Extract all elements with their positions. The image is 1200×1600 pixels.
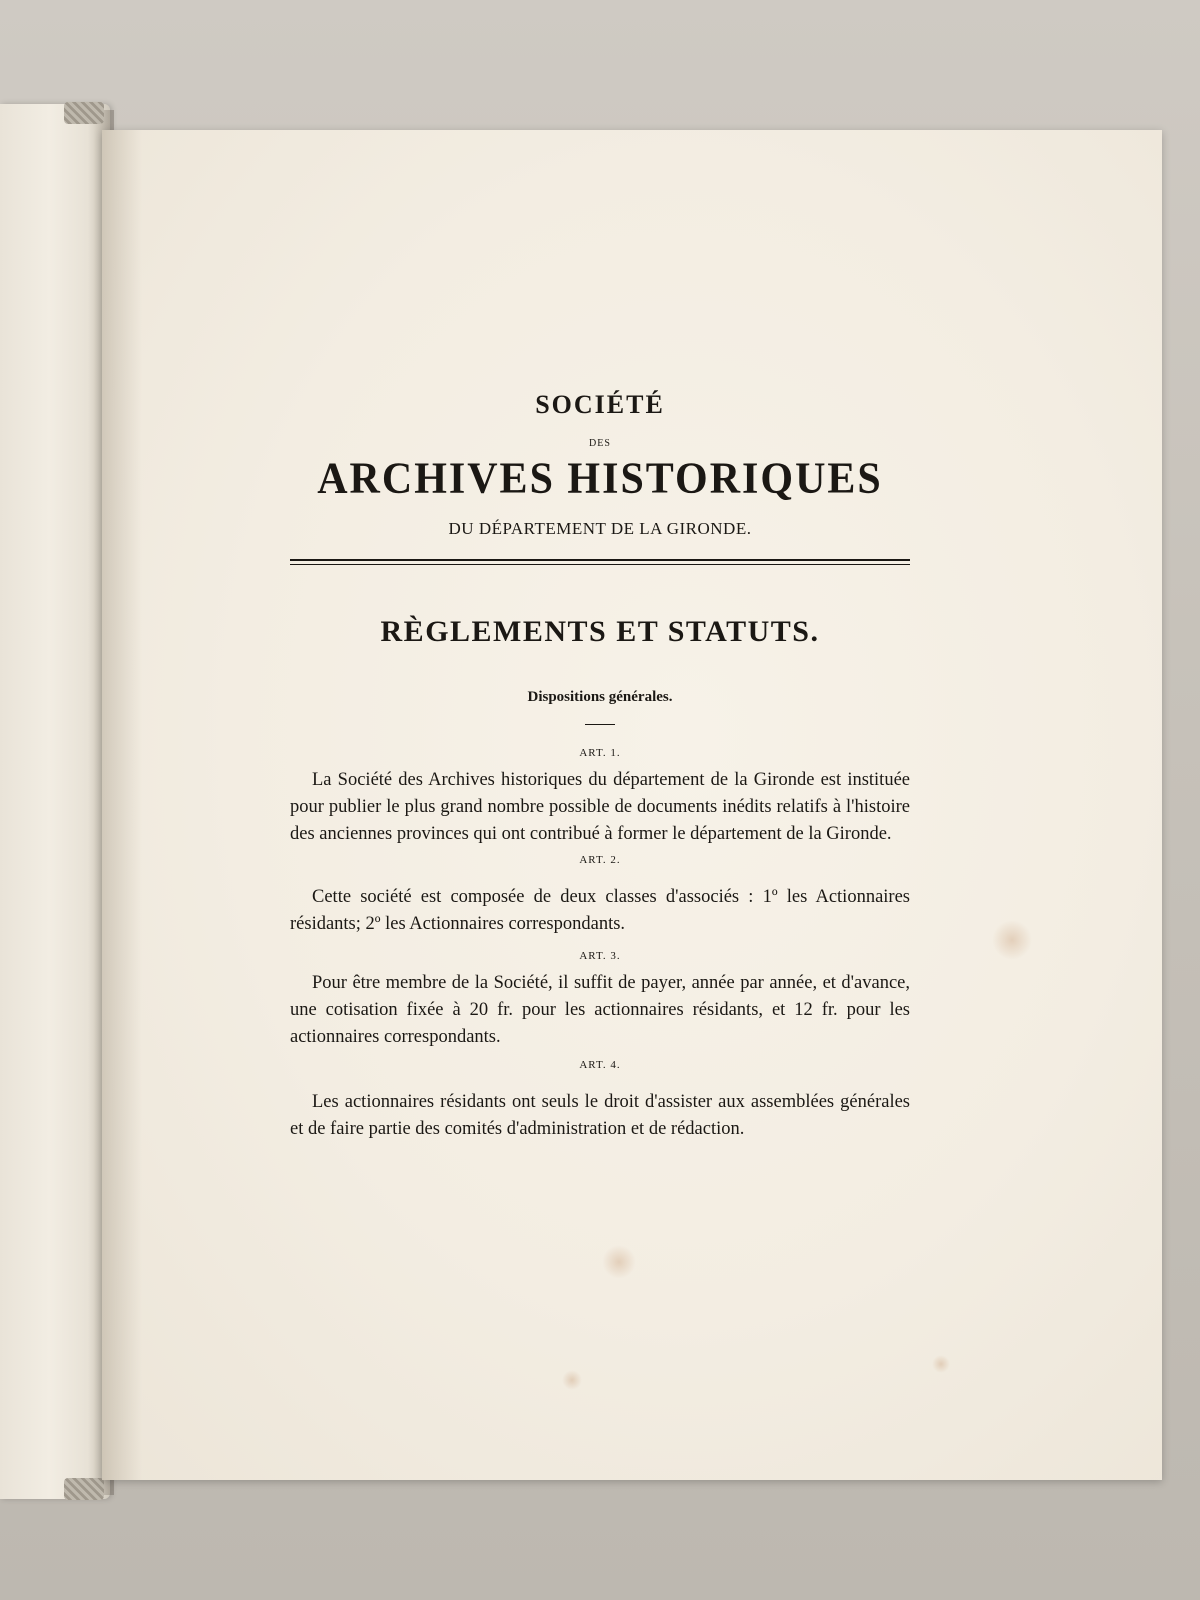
page-subtitle: DU DÉPARTEMENT DE LA GIRONDE. [448, 519, 752, 538]
article-label: ART. 1. [579, 747, 621, 759]
foxing-spot [932, 1355, 950, 1373]
article [290, 747, 910, 848]
heading-des: DES [589, 438, 611, 449]
foxing-spot [562, 1370, 582, 1390]
page-title: ARCHIVES HISTORIQUES [317, 454, 883, 504]
article-label: ART. 4. [579, 1059, 621, 1071]
double-rule-divider [290, 559, 910, 565]
article [290, 854, 910, 938]
article [290, 950, 910, 1051]
article-text: Cette société est composée de deux classes d'associés : 1º les Actionnaires résidants; 2º les Actionnaires correspondants. [290, 887, 910, 934]
article-label: ART. 2. [579, 854, 621, 866]
short-rule-divider [585, 724, 615, 725]
heading-societe: SOCIÉTÉ [535, 390, 665, 419]
article [290, 1059, 910, 1143]
article-text: Les actionnaires résidants ont seuls le droit d'assister aux assemblées générales et de faire partie des comités d'administration et de rédaction. [290, 1092, 910, 1139]
article-text: Pour être membre de la Société, il suffit de payer, année par année, et d'avance, une cotisation fixée à 20 fr. pour les actionnaires résidants, et 12 fr. pour les actionnaires correspondants. [290, 973, 910, 1047]
book-page [102, 130, 1162, 1480]
article-label: ART. 3. [579, 950, 621, 962]
page-content [290, 260, 910, 1143]
headband-top [64, 102, 104, 124]
foxing-spot [602, 1245, 636, 1279]
article-text: La Société des Archives historiques du département de la Gironde est instituée pour publier le plus grand nombre possible de documents inédits relatifs à l'histoire des anciennes provinces qui ont contribué à former le département de la Gironde. [290, 770, 910, 844]
headband-bottom [64, 1478, 104, 1500]
sub-section-title: Dispositions générales. [527, 689, 673, 705]
page-gutter-shadow [102, 130, 142, 1480]
foxing-spot [992, 920, 1032, 960]
section-title: RÈGLEMENTS ET STATUTS. [380, 615, 820, 648]
